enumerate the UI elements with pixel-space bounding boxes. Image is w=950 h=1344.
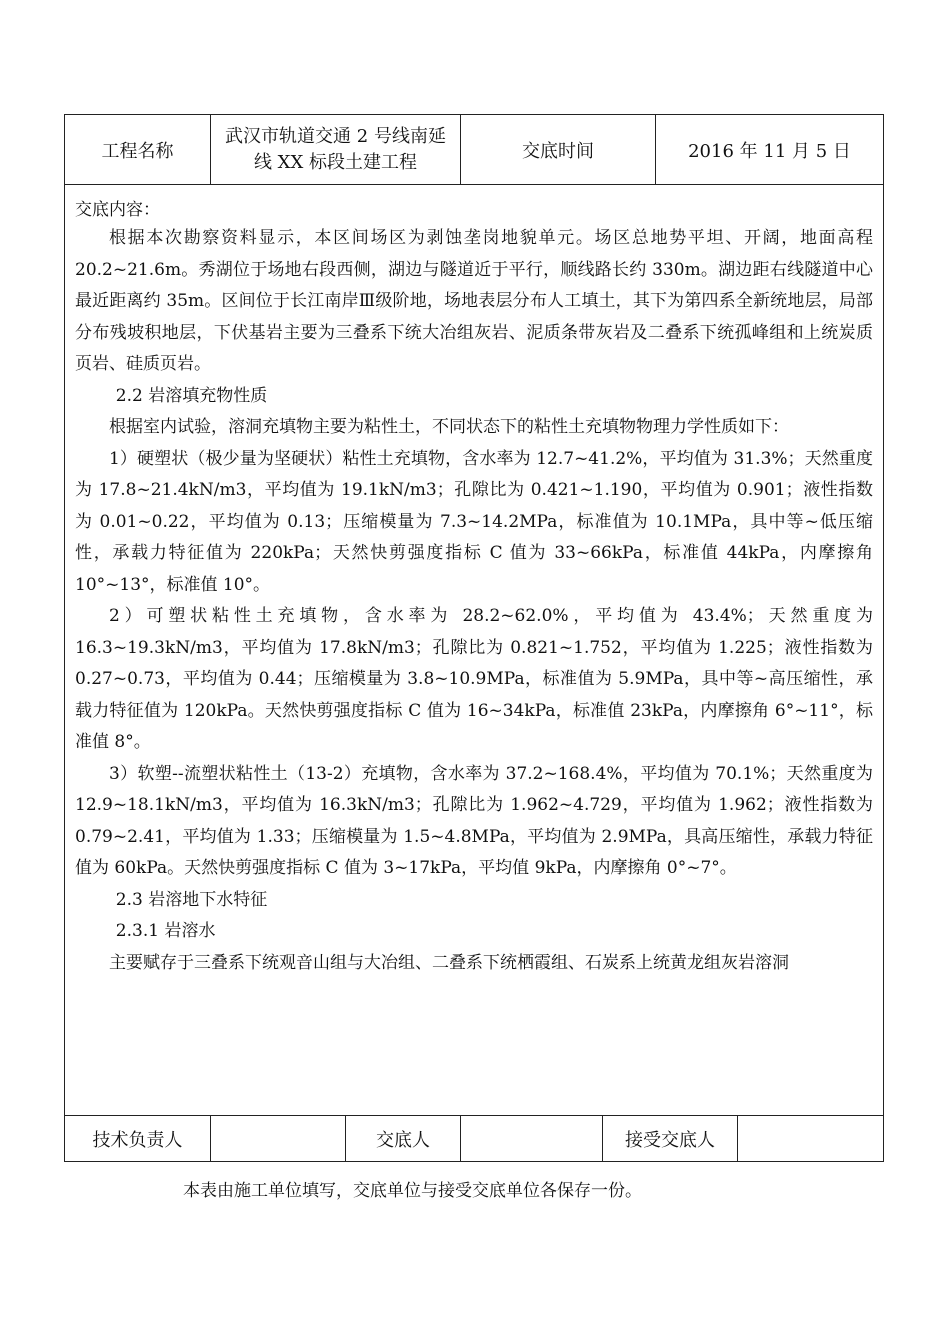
- section-heading-2-3: 2.3 岩溶地下水特征: [115, 889, 268, 910]
- project-name-label: 工程名称: [65, 115, 211, 184]
- paragraph-hard-plastic: 1）硬塑状（极少量为坚硬状）粘性土充填物，含水率为 12.7~41.2%，平均值为 31.3%；天然重度为 17.8~21.4kN/m3，平均值为 19.1kN/m3；孔隙比为 0.421~1.190，平均值为 0.901；液性指数为 0.01~0.22，平均值为 0.13；压缩模量为 7.3~14.2MPa，标准值为 10.1MPa，具中等~低压缩性，承载力特征值为 220kPa；天然快剪强度指标 C 值为 33~66kPa，标准值 44kPa，内摩擦角 10°~13°，标准值 10°。: [75, 448, 873, 595]
- project-name-line1: 武汉市轨道交通 2 号线南延: [225, 125, 446, 147]
- paragraph-plastic: 2）可塑状粘性土充填物，含水率为 28.2~62.0%，平均值为 43.4%；天然重度为 16.3~19.3kN/m3，平均值为 17.8kN/m3；孔隙比为 0.821~1.752，平均值为 1.225；液性指数为 0.27~0.73，平均值为 0.44；压缩模量为 3.8~10.9MPa，标准值为 5.9MPa，具中等~高压缩性，承载力特征值为 120kPa。天然快剪强度指标 C 值为 16~34kPa，标准值 23kPa，内摩擦角 6°~11°，标准值 8°。: [75, 606, 873, 752]
- content-label: 交底内容：: [75, 200, 160, 220]
- disclosure-date: 2016 年 11 月 5 日: [688, 140, 851, 162]
- paragraph-geomorphology: 根据本次勘察资料显示，本区间场区为剥蚀垄岗地貌单元。场区总地势平坦、开阔，地面高程 20.2~21.6m。秀湖位于场地右段西侧，湖边与隧道近于平行，顺线路长约 330m。湖边距右线隧道中心最近距离约 35m。区间位于长江南岸Ⅲ级阶地，场地表层分布人工填土，其下为第四系全新统地层，局部分布残坡积地层，下伏基岩主要为三叠系下统大冶组灰岩、泥质条带灰岩及二叠系下统孤峰组和上统炭质页岩、硅质页岩。: [75, 228, 873, 374]
- tech-lead-label: 技术负责人: [65, 1116, 211, 1161]
- receiver-signature-field[interactable]: [738, 1116, 883, 1161]
- receiver-label: 接受交底人: [603, 1116, 738, 1161]
- discloser-label: 交底人: [346, 1116, 461, 1161]
- paragraph-karst-water: 主要赋存于三叠系下统观音山组与大冶组、二叠系下统栖霞组、石炭系上统黄龙组灰岩溶洞: [109, 952, 789, 973]
- discloser-signature-field[interactable]: [461, 1116, 603, 1161]
- project-name-value: [211, 115, 461, 184]
- disclosure-form: [64, 114, 884, 1162]
- disclosure-content: [65, 185, 883, 1117]
- signature-row: [65, 1115, 883, 1161]
- section-heading-2-3-1: 2.3.1 岩溶水: [115, 921, 216, 941]
- form-footnote: 本表由施工单位填写，交底单位与接受交底单位各保存一份。: [183, 1181, 642, 1201]
- header-row: [65, 115, 883, 185]
- disclosure-time-label: 交底时间: [461, 115, 656, 184]
- project-name-line2: 线 XX 标段土建工程: [253, 151, 418, 173]
- paragraph-fill-intro: 根据室内试验，溶洞充填物主要为粘性土，不同状态下的粘性土充填物物理力学性质如下：: [109, 417, 789, 437]
- tech-lead-signature-field[interactable]: [211, 1116, 346, 1161]
- section-heading-2-2: 2.2 岩溶填充物性质: [115, 385, 268, 406]
- paragraph-soft-plastic: 3）软塑--流塑状粘性土（13-2）充填物，含水率为 37.2~168.4%，平均值为 70.1%；天然重度为 12.9~18.1kN/m3，平均值为 16.3kN/m3；孔隙比为 1.962~4.729，平均值为 1.962；液性指数为 0.79~2.41，平均值为 1.33；压缩模量为 1.5~4.8MPa，平均值为 2.9MPa，具高压缩性，承载力特征值为 60kPa。天然快剪强度指标 C 值为 3~17kPa，平均值 9kPa，内摩擦角 0°~7°。: [75, 763, 873, 878]
